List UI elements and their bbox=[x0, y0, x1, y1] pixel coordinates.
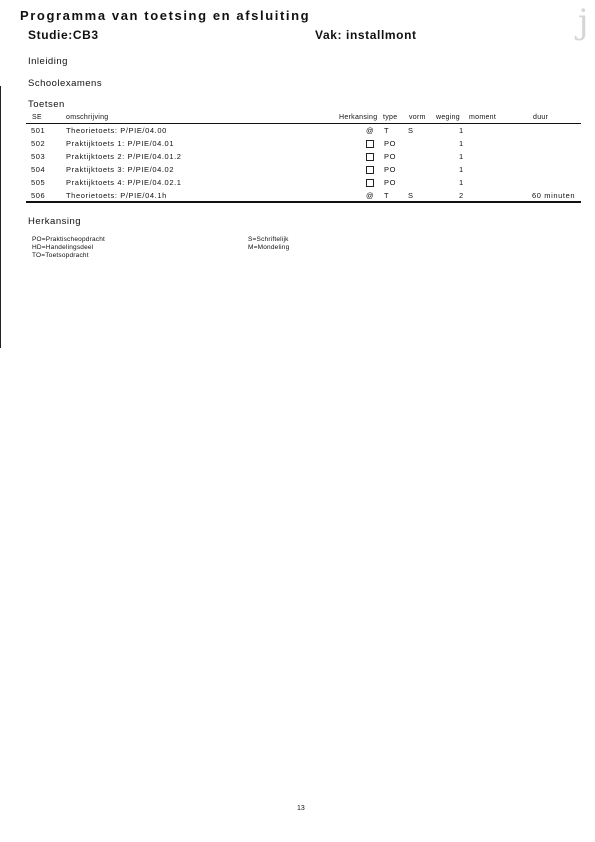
section-schoolexamens: Schoolexamens bbox=[28, 78, 103, 89]
cell-vorm: S bbox=[408, 126, 414, 135]
section-herkansing: Herkansing bbox=[28, 216, 82, 227]
cell-se: 506 bbox=[31, 191, 46, 200]
cell-omschrijving: Praktijktoets 3: P/PIE/04.02 bbox=[66, 165, 175, 174]
cell-herkansing: @ bbox=[366, 191, 375, 200]
cell-duur: 60 minuten bbox=[532, 191, 576, 200]
page-title: Programma van toetsing en afsluiting bbox=[20, 8, 311, 23]
corner-mark-icon: j bbox=[578, 2, 589, 42]
herkansing-checkbox[interactable] bbox=[366, 179, 374, 187]
page-number: 13 bbox=[297, 805, 305, 812]
cell-se: 503 bbox=[31, 152, 46, 161]
header-moment: moment bbox=[469, 114, 497, 121]
legend-item: S=Schriftelijk bbox=[248, 236, 289, 243]
header-vorm: vorm bbox=[409, 114, 426, 121]
header-omschrijving: omschrijving bbox=[66, 114, 109, 121]
vak-label: Vak: installmont bbox=[315, 28, 417, 42]
legend-item: HD=Handelingsdeel bbox=[32, 244, 94, 251]
cell-type: PO bbox=[384, 178, 397, 187]
cell-se: 504 bbox=[31, 165, 46, 174]
header-herkansing: Herkansing bbox=[339, 114, 378, 121]
herkansing-checkbox[interactable] bbox=[366, 153, 374, 161]
legend-item: M=Mondeling bbox=[248, 244, 290, 251]
cell-weging: 1 bbox=[459, 126, 464, 135]
cell-se: 505 bbox=[31, 178, 46, 187]
cell-omschrijving: Theorietoets: P/PIE/04.1h bbox=[66, 191, 167, 200]
left-margin-rule bbox=[0, 86, 1, 348]
cell-weging: 1 bbox=[459, 165, 464, 174]
cell-weging: 1 bbox=[459, 139, 464, 148]
header-duur: duur bbox=[533, 114, 549, 121]
cell-herkansing: @ bbox=[366, 126, 375, 135]
legend-item: PO=Praktischeopdracht bbox=[32, 236, 106, 243]
cell-vorm: S bbox=[408, 191, 414, 200]
table-footer-rule bbox=[26, 201, 581, 203]
legend-right bbox=[248, 236, 289, 252]
cell-weging: 1 bbox=[459, 178, 464, 187]
legend-left bbox=[32, 236, 105, 260]
cell-type: T bbox=[384, 126, 390, 135]
herkansing-checkbox[interactable] bbox=[366, 166, 374, 174]
cell-omschrijving: Theorietoets: P/PIE/04.00 bbox=[66, 126, 167, 135]
cell-se: 502 bbox=[31, 139, 46, 148]
table-header-rule bbox=[26, 123, 581, 124]
cell-omschrijving: Praktijktoets 4: P/PIE/04.02.1 bbox=[66, 178, 182, 187]
cell-type: PO bbox=[384, 152, 397, 161]
cell-weging: 1 bbox=[459, 152, 464, 161]
cell-weging: 2 bbox=[459, 191, 464, 200]
cell-se: 501 bbox=[31, 126, 46, 135]
legend-item: TO=Toetsopdracht bbox=[32, 252, 89, 259]
header-weging: weging bbox=[436, 114, 460, 121]
header-type: type bbox=[383, 114, 398, 121]
section-toetsen: Toetsen bbox=[28, 99, 65, 110]
herkansing-checkbox[interactable] bbox=[366, 140, 374, 148]
cell-omschrijving: Praktijktoets 2: P/PIE/04.01.2 bbox=[66, 152, 182, 161]
section-inleiding: Inleiding bbox=[28, 56, 68, 67]
header-se: SE bbox=[32, 114, 42, 121]
studie-label: Studie:CB3 bbox=[28, 28, 99, 42]
cell-type: PO bbox=[384, 139, 397, 148]
cell-omschrijving: Praktijktoets 1: P/PIE/04.01 bbox=[66, 139, 175, 148]
cell-type: PO bbox=[384, 165, 397, 174]
cell-type: T bbox=[384, 191, 390, 200]
